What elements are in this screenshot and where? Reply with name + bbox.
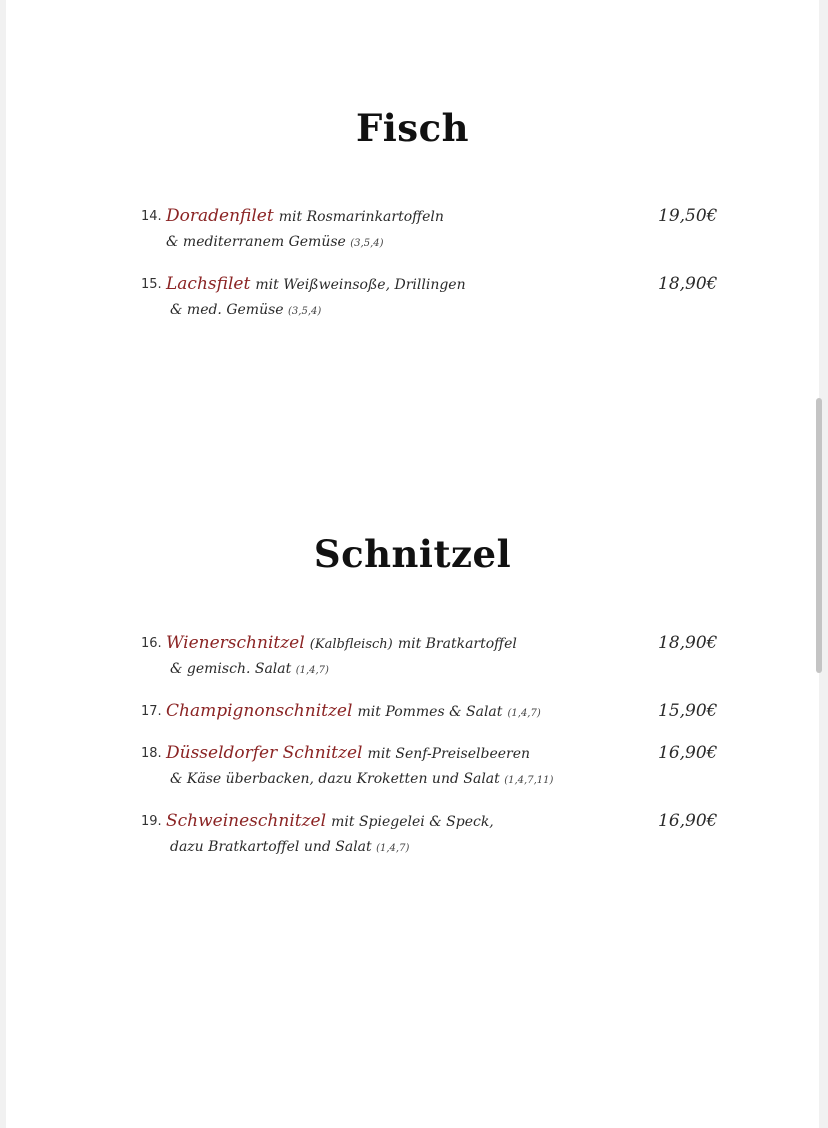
item-allergens: (3,5,4) — [288, 306, 322, 317]
item-name: Doradenfilet — [166, 206, 274, 226]
section-title-fisch: Fisch — [355, 106, 470, 150]
item-name: Düsseldorfer Schnitzel — [166, 743, 363, 763]
item-number: 16. — [141, 636, 162, 651]
item-description: mit Weißweinsoße, Drillingen — [255, 277, 466, 293]
item-allergens: (1,4,7) — [507, 708, 541, 719]
item-number: 17. — [141, 704, 162, 719]
item-allergens: (1,4,7) — [376, 843, 410, 854]
item-name: Wienerschnitzel — [166, 633, 305, 653]
item-description-cont: & mediterranem Gemüse — [166, 234, 346, 250]
item-number: 14. — [141, 209, 162, 224]
item-name: Lachsfilet — [166, 274, 251, 294]
item-price: 16,90€ — [658, 811, 718, 831]
item-price: 15,90€ — [658, 701, 718, 721]
item-price: 19,50€ — [658, 206, 718, 226]
item-description: mit Pommes & Salat — [357, 704, 503, 720]
item-price: 18,90€ — [658, 633, 718, 653]
menu-page — [6, 0, 819, 1128]
item-name: Schweineschnitzel — [166, 811, 327, 831]
item-description: mit Bratkartoffel — [397, 636, 517, 652]
item-number: 18. — [141, 746, 162, 761]
item-number: 15. — [141, 277, 162, 292]
item-price: 16,90€ — [658, 743, 718, 763]
item-description-cont: & gemisch. Salat — [170, 661, 292, 677]
item-note: (Kalbfleisch) — [309, 637, 393, 652]
item-number: 19. — [141, 814, 162, 829]
item-description-cont: & Käse überbacken, dazu Kroketten und Salat — [170, 771, 500, 787]
item-description: mit Senf-Preiselbeeren — [367, 746, 531, 762]
item-description: mit Spiegelei & Speck, — [331, 814, 494, 830]
scrollbar-thumb[interactable] — [816, 398, 822, 673]
item-allergens: (1,4,7,11) — [504, 775, 554, 786]
item-description: mit Rosmarinkartoffeln — [278, 209, 444, 225]
section-title-schnitzel: Schnitzel — [313, 532, 512, 576]
item-name: Champignonschnitzel — [166, 701, 353, 721]
item-description-cont: dazu Bratkartoffel und Salat — [170, 839, 372, 855]
item-description-cont: & med. Gemüse — [170, 302, 284, 318]
item-price: 18,90€ — [658, 274, 718, 294]
item-allergens: (1,4,7) — [295, 665, 329, 676]
item-allergens: (3,5,4) — [350, 238, 384, 249]
